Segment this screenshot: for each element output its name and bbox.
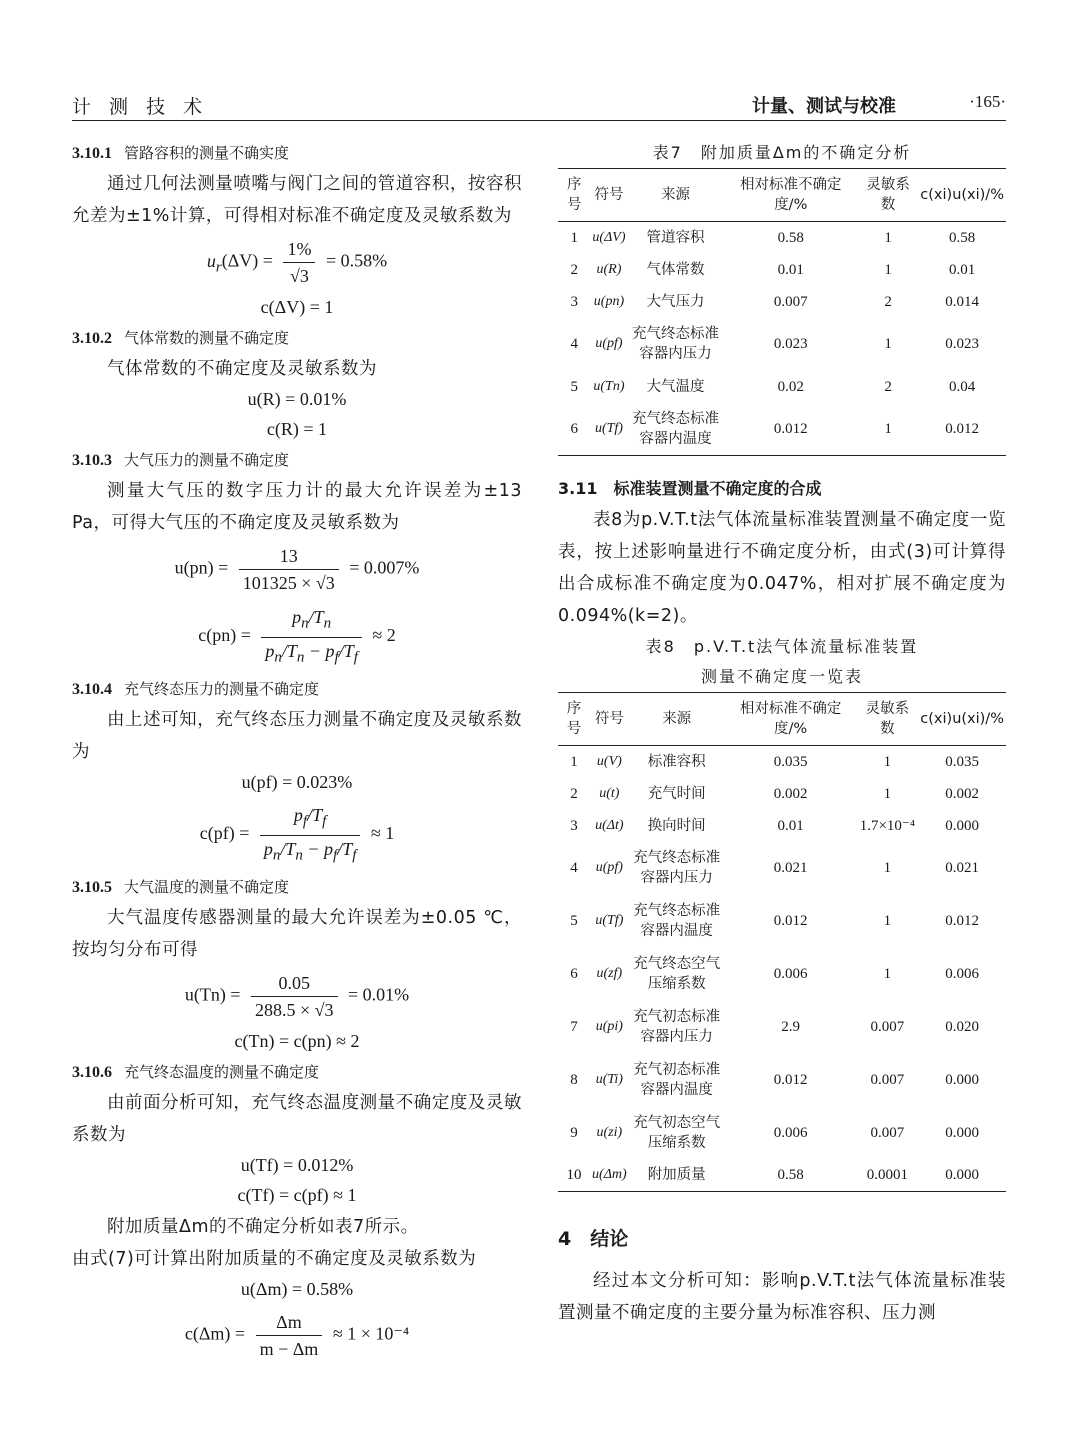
fraction: $\frac{1\%}{√3}$: [283, 236, 315, 289]
row-number: 1: [570, 753, 578, 770]
uncertainty-cell: 0.006: [773, 1125, 808, 1141]
section-heading-3-10-1: [72, 138, 522, 168]
table-row: [558, 810, 1006, 842]
row-number: 4: [570, 860, 578, 876]
paragraph: 附加质量Δm的不确定分析如表7所示。: [107, 1217, 419, 1238]
equation-cr-dm: c(Δm) = $\frac{\Delta m}{m - \Delta m}$ ≈ 1 × 10⁻⁴: [72, 1305, 522, 1366]
table7: [558, 168, 1006, 456]
sensitivity-cell: 1: [858, 403, 918, 456]
equation-cr-dv: c(ΔV) = 1: [260, 297, 334, 317]
row-number: 2: [570, 785, 578, 802]
source-cell: 充气时间: [647, 785, 706, 802]
sensitivity-cell: 2: [884, 378, 892, 395]
table8-caption-line2: 测量不确定度一览表: [700, 667, 863, 686]
equation-cr-pf: c(pf) = $\frac{p_f/T_f}{p_n/T_n - p_f/T_f}$ ≈ 1: [72, 798, 522, 872]
table-row: [558, 778, 1006, 810]
table-row: [558, 1001, 1006, 1054]
product-cell: 0.020: [945, 1019, 980, 1035]
uncertainty-cell: 0.012: [724, 403, 859, 456]
symbol-cell: u(pn): [593, 293, 625, 309]
row-number: 3: [570, 817, 578, 834]
source-cell: 充气初态标准容器内温度: [633, 1062, 721, 1098]
symbol-cell: u(V): [596, 753, 622, 769]
table8: [558, 692, 1006, 1192]
table-row: [558, 1107, 1006, 1160]
sensitivity-cell: 0.0001: [856, 1160, 918, 1192]
uncertainty-cell: 0.007: [773, 293, 808, 310]
table-header-cell: 灵敏系数: [856, 693, 918, 746]
equation-ur-pf: u(pf) = 0.023%: [241, 772, 353, 793]
table-row: [558, 254, 1006, 286]
row-number: 8: [570, 1072, 578, 1088]
uncertainty-cell: 0.01: [777, 817, 804, 834]
equation-ur-tf: u(Tf) = 0.012%: [240, 1155, 354, 1176]
sensitivity-cell: 1: [883, 753, 892, 770]
table-row: [558, 948, 1006, 1001]
sensitivity-cell: 1: [884, 261, 892, 278]
row-number: 5: [570, 913, 578, 929]
section-heading-3-10-6: 3.10.6 充气终态温度的测量不确定度: [72, 1063, 320, 1082]
uncertainty-cell: 0.002: [773, 785, 808, 802]
uncertainty-cell: 0.012: [773, 1072, 808, 1088]
table-header-cell: 相对标准不确定度/%: [724, 169, 859, 222]
section-heading-3-10-3: 3.10.3 大气压力的测量不确定度: [72, 451, 290, 469]
paragraph: 由前面分析可知，充气终态温度测量不确定度及灵敏系数为: [72, 1093, 522, 1146]
table-row: [558, 318, 1006, 371]
section-heading-3-10-4: 3.10.4 充气终态压力的测量不确定度: [72, 680, 320, 699]
equation-cr-r: c(R) = 1: [266, 419, 328, 439]
table-header-cell: 相对标准不确定度/%: [725, 693, 857, 746]
paragraph: 气体常数的不确定度及灵敏系数为: [107, 359, 377, 379]
symbol-cell: u(Δm): [590, 1160, 629, 1192]
section-heading-4: 4 结论: [558, 1228, 629, 1250]
section-title: 计量、测试与校准: [752, 96, 896, 117]
uncertainty-cell: 0.01: [777, 261, 804, 278]
paragraph: 测量大气压的数字压力计的最大允许误差为±13 Pa，可得大气压的不确定度及灵敏系数为: [72, 481, 522, 533]
sensitivity-cell: 0.007: [870, 1072, 905, 1088]
table8-caption-line1: 表8 p.V.T.t法气体流量标准装置: [645, 637, 919, 656]
sensitivity-cell: 1: [883, 785, 892, 802]
row-number: 6: [558, 403, 590, 456]
uncertainty-cell: 2.9: [781, 1019, 800, 1035]
section-title: 管路容积的测量不确实度: [124, 144, 290, 162]
row-number: 2: [570, 261, 578, 278]
product-cell: 0.000: [945, 1125, 980, 1141]
equation-ur-tn: u(Tn) = $\frac{0.05}{288.5 \times √3}$ = 0.01%: [72, 966, 522, 1027]
sensitivity-cell: 1: [883, 860, 892, 876]
table-row: [558, 286, 1006, 318]
uncertainty-cell: 0.023: [773, 336, 808, 352]
uncertainty-cell: 0.021: [773, 860, 808, 876]
source-cell: 附加质量: [629, 1160, 725, 1192]
equation-cr-tn: c(Tn) = c(pn) ≈ 2: [234, 1031, 360, 1052]
symbol-cell: u(Tn): [593, 378, 625, 394]
symbol-cell: u(t): [599, 785, 620, 801]
product-cell: 0.04: [949, 378, 976, 395]
paragraph: 经过本文分析可知：影响p.V.T.t法气体流量标准装置测量不确定度的主要分量为标准容积、压力测: [558, 1271, 1006, 1323]
product-cell: 0.012: [945, 913, 980, 929]
source-cell: 气体常数: [646, 261, 705, 278]
section-heading-3-10-2: 3.10.2 气体常数的测量不确定度: [72, 329, 290, 347]
source-cell: 充气终态标准容器内压力: [632, 326, 719, 362]
uncertainty-cell: 0.006: [773, 966, 808, 982]
table-header-cell: 来源: [629, 693, 725, 746]
table-header-cell: 灵敏系数: [858, 169, 918, 222]
section-number: 3.10.1: [72, 145, 112, 162]
row-number: 10: [558, 1160, 590, 1192]
row-number: 9: [570, 1125, 578, 1141]
table-header-cell: c(xi)u(xi)/%: [918, 693, 1006, 746]
source-cell: 充气初态标准容器内压力: [633, 1009, 721, 1045]
symbol-cell: u(zi): [596, 1125, 623, 1140]
sensitivity-cell: 2: [884, 293, 892, 310]
product-cell: 0.035: [945, 753, 980, 770]
product-cell: 0.002: [945, 785, 980, 802]
table7-caption: 表7 附加质量Δm的不确定分析: [652, 143, 912, 162]
table-header-cell: 符号: [590, 693, 629, 746]
row-number: 1: [570, 229, 578, 246]
product-cell: 0.023: [945, 336, 980, 352]
uncertainty-cell: 0.035: [773, 753, 808, 770]
page-header: [72, 90, 1006, 121]
table-header-cell: c(xi)u(xi)/%: [918, 169, 1006, 222]
table-row: [558, 222, 1006, 254]
uncertainty-cell: 0.58: [725, 1160, 857, 1192]
sensitivity-cell: 1: [884, 336, 892, 352]
uncertainty-cell: 0.58: [777, 229, 804, 246]
row-number: 7: [570, 1019, 578, 1035]
journal-name: 计 测 技 术: [72, 96, 209, 118]
product-cell: 0.012: [918, 403, 1006, 456]
table-row: [558, 895, 1006, 948]
table-header-cell: 来源: [628, 169, 724, 222]
source-cell: 充气终态标准容器内压力: [633, 850, 721, 886]
product-cell: 0.000: [945, 817, 980, 834]
symbol-cell: u(pi): [595, 1019, 623, 1034]
source-cell: 大气温度: [646, 378, 705, 395]
table-row: [558, 403, 1006, 456]
section-heading-3-10-5: 3.10.5 大气温度的测量不确定度: [72, 878, 290, 897]
sensitivity-cell: 0.007: [870, 1019, 905, 1035]
source-cell: 充气终态空气压缩系数: [633, 956, 721, 992]
product-cell: 0.021: [945, 860, 980, 876]
paragraph: 由上述可知，充气终态压力测量不确定度及灵敏系数为: [72, 710, 522, 763]
product-cell: 0.000: [918, 1160, 1006, 1192]
product-cell: 0.58: [949, 229, 976, 246]
right-column: [558, 138, 1006, 1329]
equation-ur-pn: u(pn) = $\frac{13}{101325 \times √3}$ = 0.007%: [72, 539, 522, 600]
row-number: 3: [570, 293, 578, 310]
equation-cr-tf: c(Tf) = c(pf) ≈ 1: [237, 1185, 357, 1206]
uncertainty-cell: 0.012: [773, 913, 808, 929]
symbol-cell: u(R): [596, 261, 622, 277]
paragraph: 通过几何法测量喷嘴与阀门之间的管道容积，按容积允差为±1%计算，可得相对标准不确定度及灵敏系数为: [72, 174, 522, 226]
uncertainty-cell: 0.02: [777, 378, 804, 395]
sensitivity-cell: 1.7×10⁻⁴: [859, 817, 916, 834]
sensitivity-cell: 0.007: [870, 1125, 905, 1141]
table-row: [558, 1160, 1006, 1192]
left-column: [72, 138, 522, 1366]
product-cell: 0.014: [945, 293, 980, 310]
source-cell: 充气终态标准容器内温度: [633, 903, 721, 939]
source-cell: 换向时间: [647, 817, 706, 834]
symbol-cell: u(pf): [595, 860, 623, 875]
sensitivity-cell: 1: [883, 966, 892, 982]
table-header-cell: 符号: [590, 169, 627, 222]
source-cell: 充气终态标准容器内温度: [628, 403, 724, 456]
section-heading-3-11: 3.11 标准装置测量不确定度的合成: [558, 479, 822, 498]
symbol-cell: u(Tf): [595, 913, 624, 928]
table-row: [558, 746, 1006, 778]
symbol-cell: u(pf): [595, 336, 623, 351]
equation-ur-dv: $u_r(\Delta V)$ = $\frac{1\%}{√3}$ = 0.58%: [72, 232, 522, 293]
table-header-cell: 序号: [558, 693, 590, 746]
symbol-cell: u(ΔV): [592, 229, 626, 245]
equation-ur-r: u(R) = 0.01%: [247, 389, 347, 409]
page-number: ·165·: [969, 92, 1006, 111]
product-cell: 0.006: [945, 966, 980, 982]
sensitivity-cell: 1: [883, 913, 892, 929]
row-number: 6: [570, 966, 578, 982]
symbol-cell: u(zf): [596, 966, 623, 981]
paragraph: 由式(7)可计算出附加质量的不确定度及灵敏系数为: [72, 1249, 477, 1270]
paragraph: 表8为p.V.T.t法气体流量标准装置测量不确定度一览表，按上述影响量进行不确定度分析，由式(3)可计算得出合成标准不确定度为0.047%，相对扩展不确定度为0.094%(k=2)。: [558, 510, 1006, 626]
sensitivity-cell: 1: [884, 229, 892, 246]
source-cell: 大气压力: [646, 293, 705, 310]
row-number: 5: [570, 378, 578, 395]
table-header-cell: 序号: [558, 169, 590, 222]
source-cell: 标准容积: [647, 753, 706, 770]
symbol-cell: u(Tf): [590, 403, 627, 456]
source-cell: 管道容积: [646, 229, 705, 246]
source-cell: 充气初态空气压缩系数: [633, 1115, 721, 1151]
table-row: [558, 1054, 1006, 1107]
symbol-cell: u(Δt): [595, 817, 624, 833]
product-cell: 0.000: [945, 1072, 980, 1088]
symbol-cell: u(Ti): [595, 1072, 623, 1087]
product-cell: 0.01: [949, 261, 976, 278]
paragraph: 大气温度传感器测量的最大允许误差为±0.05 ℃，按均匀分布可得: [72, 908, 522, 961]
equation-cr-pn: c(pn) = $\frac{p_n/T_n}{p_n/T_n - p_f/T_f}$ ≈ 2: [72, 600, 522, 674]
table-row: [558, 842, 1006, 895]
table-row: [558, 371, 1006, 403]
equation-ur-dm: u(Δm) = 0.58%: [240, 1279, 354, 1300]
row-number: 4: [570, 336, 578, 352]
